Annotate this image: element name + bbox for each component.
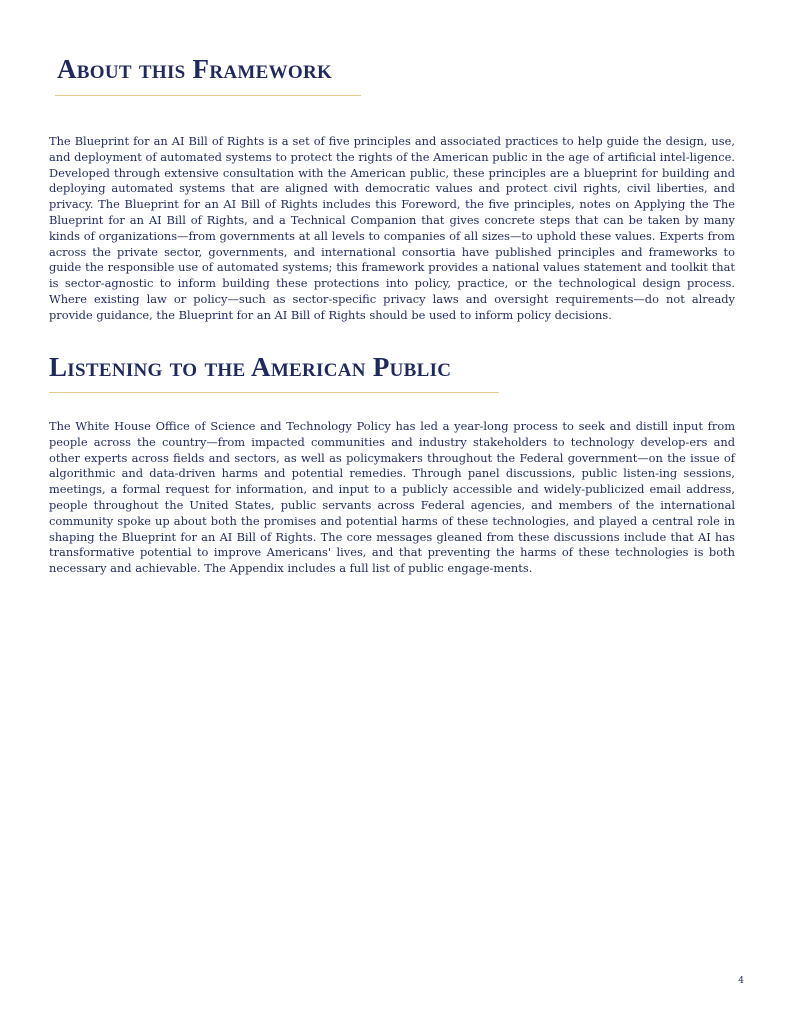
page-number: 4 [738,976,744,986]
paragraph-about-framework: The Blueprint for an AI Bill of Rights is a set of five principles and associated practices to help guide the design, use, and deployment of automated systems to protect the rights of the American public in the age of artificial intel-ligence. Developed through extensive consultation with the American public, these principles are a blueprint for building and deploying automated systems that are aligned with democratic values and protect civil rights, civil liberties, and privacy. The Blueprint for an AI Bill of Rights includes this Foreword, the five principles, notes on Applying the The Blueprint for an AI Bill of Rights, and a Technical Companion that gives concrete steps that can be taken by many kinds of organizations—from governments at all levels to companies of all sizes—to uphold these values. Experts from across the private sector, governments, and international consortia have published principles and frameworks to guide the responsible use of automated systems; this framework provides a national values statement and toolkit that is sector-agnostic to inform building these protections into policy, practice, or the technological design process. Where existing law or policy—such as sector-specific privacy laws and oversight requirements—do not already provide guidance, the Blueprint for an AI Bill of Rights should be used to inform policy decisions. [49,134,735,322]
heading-underline-rule [55,95,361,96]
section-heading-about-framework: About this Framework [57,54,333,84]
paragraph-listening-public: The White House Office of Science and Technology Policy has led a year-long process to seek and distill input from people across the country—from impacted communities and industry stakeholders to technology develop-ers and other experts across fields and sectors, as well as policymakers throughout the Federal government—on the issue of algorithmic and data-driven harms and potential remedies. Through panel discussions, public listen-ing sessions, meetings, a formal request for information, and input to a publicly accessible and widely-publicized email address, people throughout the United States, public servants across Federal agencies, and members of the international community spoke up about both the promises and potential harms of these technologies, and played a central role in shaping the Blueprint for an AI Bill of Rights. The core messages gleaned from these discussions include that AI has transformative potential to improve Americans' lives, and that preventing the harms of these technologies is both necessary and achievable. The Appendix includes a full list of public engage-ments. [49,419,735,576]
heading-underline-rule [49,392,499,393]
section-heading-listening-public: Listening to the American Public [49,352,452,382]
